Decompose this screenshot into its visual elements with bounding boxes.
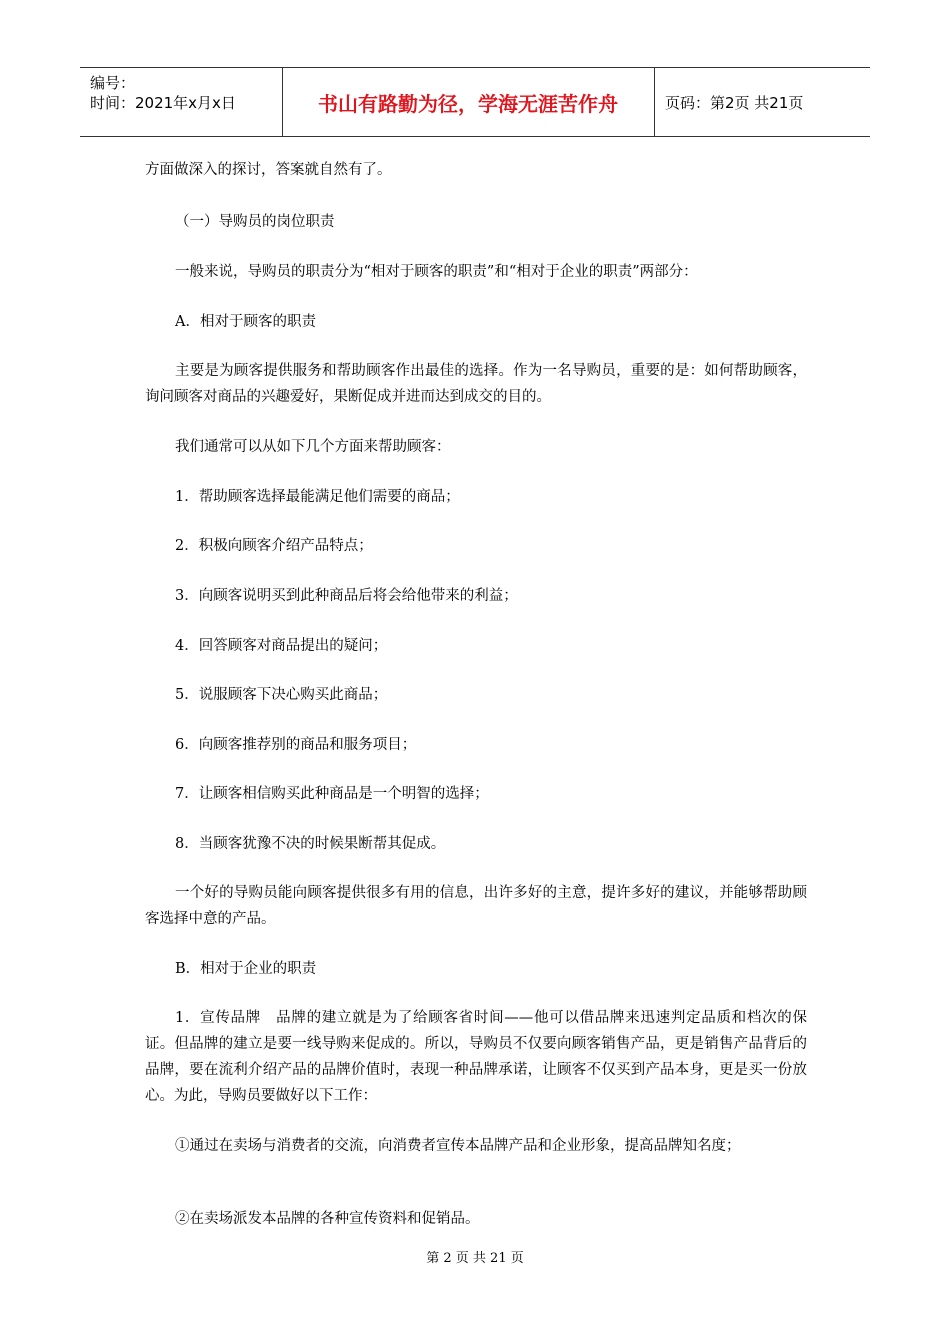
paragraph-brand-task-2: ②在卖场派发本品牌的各种宣传资料和促销品。 [175,1211,480,1227]
list-item: 5．说服顾客下决心购买此商品； [175,687,388,703]
subheading-customer-duties: A．相对于顾客的职责 [175,314,316,330]
page-footer: 第 2 页 共 21 页 [426,1251,524,1266]
header-motto: 书山有路勤为径，学海无涯苦作舟 [282,68,655,136]
list-item: 8．当顾客犹豫不决的时候果断帮其促成。 [175,836,446,852]
number-label: 编号： [90,74,136,92]
paragraph-brand-promotion: 1．宣传品牌 品牌的建立就是为了给顾客省时间——他可以借品牌来迅速判定品质和档次的保证。但品牌的建立是要一线导购来促成的。所以，导购员不仅要向顾客销售产品，更是销售产品背后的品牌，要在流利介绍产品的品牌价值时，表现一种品牌承诺，让顾客不仅买到产品本身，更是买一份放心。为此，导购员要做好以下工作： [145,1010,807,1104]
date-label: 时间：2021年x月x日 [90,94,236,112]
section-heading-duties: （一）导购员的岗位职责 [175,214,335,230]
header-meta [80,68,283,136]
paragraph-intro: 一般来说，导购员的职责分为“相对于顾客的职责”和“相对于企业的职责”两部分： [175,264,698,280]
paragraph-continuation: 方面做深入的探讨，答案就自然有了。 [145,162,392,178]
list-item: 7．让顾客相信购买此种商品是一个明智的选择； [175,786,489,802]
paragraph-customer-duties: 主要是为顾客提供服务和帮助顾客作出最佳的选择。作为一名导购员，重要的是：如何帮助顾客，询问顾客对商品的兴趣爱好，果断促成并进而达到成交的目的。 [145,363,807,405]
paragraph-brand-task-1: ①通过在卖场与消费者的交流，向消费者宣传本品牌产品和企业形象，提高品牌知名度； [175,1138,741,1154]
list-item: 2．积极向顾客介绍产品特点； [175,538,373,554]
paragraph-good-guide: 一个好的导购员能向顾客提供很多有用的信息，出许多好的主意，提许多好的建议，并能够帮助顾客选择中意的产品。 [145,885,807,927]
list-item: 4．回答顾客对商品提出的疑问； [175,638,388,654]
list-item: 1．帮助顾客选择最能满足他们需要的商品； [175,489,460,505]
list-item: 6．向顾客推荐别的商品和服务项目； [175,737,417,753]
header-page-label: 页码：第2页 共21页 [665,93,804,112]
list-item: 3．向顾客说明买到此种商品后将会给他带来的利益； [175,588,518,604]
subheading-enterprise-duties: B．相对于企业的职责 [175,961,317,977]
page-header [80,67,870,137]
paragraph-help-intro: 我们通常可以从如下几个方面来帮助顾客： [175,439,451,455]
